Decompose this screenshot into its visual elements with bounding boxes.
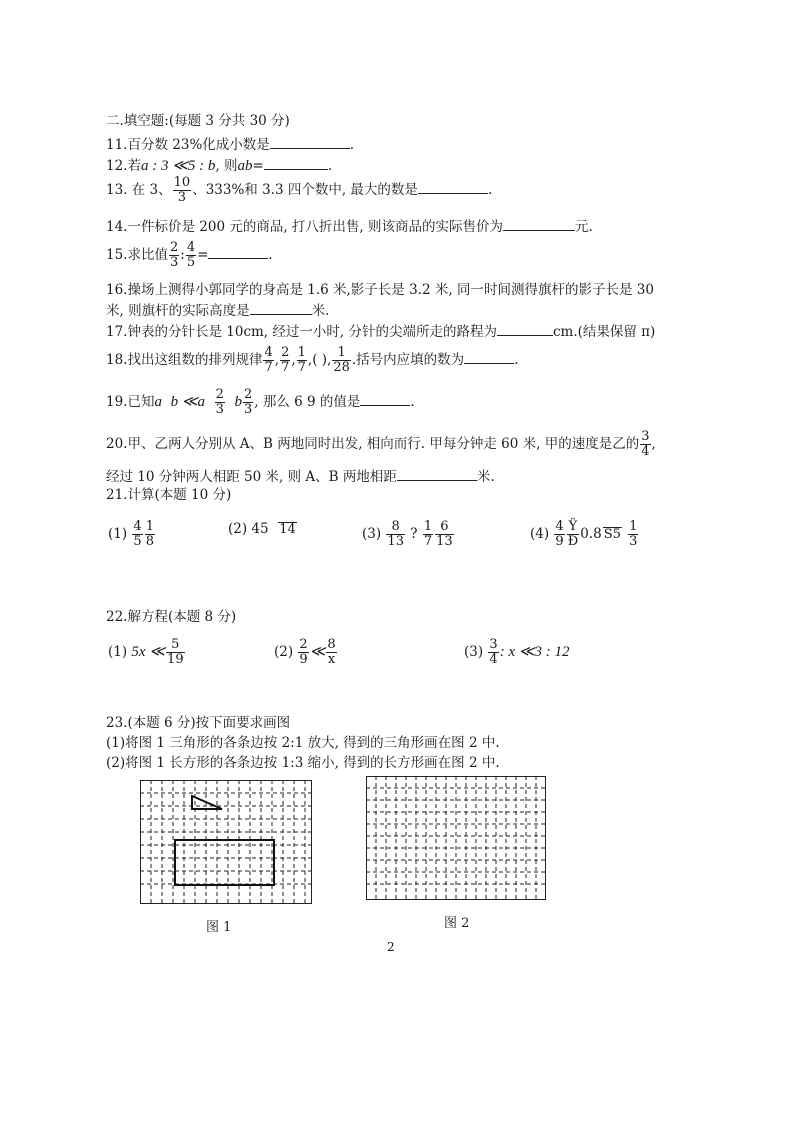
answer-blank [264, 155, 328, 170]
q22-item-2: (2) $\frac{2}{9}$ ≪ $\frac{8}{x}$ [274, 637, 336, 667]
fraction: $\frac{4}{7}$ [264, 345, 273, 375]
question-23-line1: (1)将图 1 三角形的各条边按 2:1 放大, 得到的三角形画在图 2 中. [106, 735, 500, 751]
fraction: $\frac{2}{3}$ [244, 387, 253, 417]
q21-item-3: (3) $\frac{8}{13}$ ? $\frac{1}{7}$ $\frac{6}{13}$ [362, 519, 453, 549]
q21-item-4: (4) $\frac{4}{9}$ $\frac{Ÿ}{Ð}$ 0.8 S5 $\frac{1}{3}$ [530, 519, 638, 549]
answer-blank [503, 216, 575, 231]
section-title: 二.填空题:(每题 3 分共 30 分) [106, 113, 290, 129]
question-18: 18.找出这组数的排列规律 $\frac{4}{7}$ , $\frac{2}{7}$ , $\frac{1}{7}$ ,( ), $\frac{1}{28}$ .括号内应填的数为 . [106, 345, 519, 375]
fraction: $\frac{1}{28}$ [333, 345, 350, 375]
fraction: $\frac{2}{3}$ [215, 387, 224, 417]
question-11: 11.百分数 23%化成小数是 . [106, 134, 354, 154]
fraction: $\frac{10}{3}$ [173, 175, 191, 205]
question-22-title: 22.解方程(本题 8 分) [106, 609, 237, 625]
question-16-line1: 16.操场上测得小郭同学的身高是 1.6 米,影子长是 3.2 米, 同一时间测得旗杆的影子长是 30 [106, 282, 654, 298]
question-20-line2: 经过 10 分钟两人相距 50 米, 则 A、B 两地相距 米. [106, 466, 495, 486]
question-16-line2: 米, 则旗杆的实际高度是 米. [106, 300, 329, 320]
figure-2-caption: 图 2 [444, 916, 470, 931]
question-21-title: 21.计算(本题 10 分) [106, 487, 232, 503]
q22-item-1: (1) 5x ≪ $\frac{5}{19}$ [108, 637, 184, 667]
question-17: 17.钟表的分针长是 10cm, 经过一小时, 分针的尖端所走的路程为 cm.(结果保留 π) [106, 321, 655, 341]
answer-blank [250, 300, 312, 315]
rectangle-shape [175, 840, 274, 885]
answer-blank [397, 466, 477, 481]
answer-blank [497, 321, 553, 336]
figure-1-caption: 图 1 [206, 920, 232, 935]
q21-item-1: (1) $\frac{4}{5}$ $\frac{1}{8}$ [108, 519, 154, 549]
q21-item-2: (2) 45 14 [228, 521, 296, 537]
question-12: 12.若a : 3 ≪5 : b, 则ab= . [106, 155, 332, 175]
fraction: $\frac{2}{3}$ [169, 240, 179, 270]
fraction: $\frac{2}{7}$ [281, 345, 290, 375]
answer-blank [360, 391, 410, 406]
question-19: 19.已知a b ≪a $\frac{2}{3}$ b $\frac{2}{3}$ , 那么 6 9 的值是 . [106, 387, 415, 417]
answer-blank [418, 179, 488, 194]
question-20-line1: 20.甲、乙两人分别从 A、B 两地同时出发, 相向而行. 甲每分钟走 60 米, 甲的速度是乙的 $\frac{3}{4}$ , [106, 429, 656, 459]
fraction: $\frac{1}{7}$ [297, 345, 306, 375]
question-23-title: 23.(本题 6 分)按下面要求画图 [106, 715, 291, 731]
figure-1-grid [140, 780, 312, 904]
question-23-line2: (2)将图 1 长方形的各条边按 1:3 缩小, 得到的长方形画在图 2 中. [106, 755, 500, 771]
fraction: $\frac{3}{4}$ [641, 429, 650, 459]
q22-item-3: (3) $\frac{3}{4}$ : x ≪3 : 12 [464, 637, 570, 667]
question-14: 14.一件标价是 200 元的商品, 打八折出售, 则该商品的实际售价为 元. [106, 216, 593, 236]
question-13: 13. 在 3、 $\frac{10}{3}$ 、333%和 3.3 四个数中, 最大的数是 . [106, 175, 493, 205]
answer-blank [464, 349, 514, 364]
question-15: 15.求比值 $\frac{2}{3}$ : $\frac{4}{5}$ = . [106, 240, 273, 270]
answer-blank [270, 134, 350, 149]
answer-blank [208, 244, 268, 259]
fraction: $\frac{4}{5}$ [186, 240, 196, 270]
page-number: 2 [387, 940, 395, 954]
figure-2-grid [366, 776, 546, 900]
